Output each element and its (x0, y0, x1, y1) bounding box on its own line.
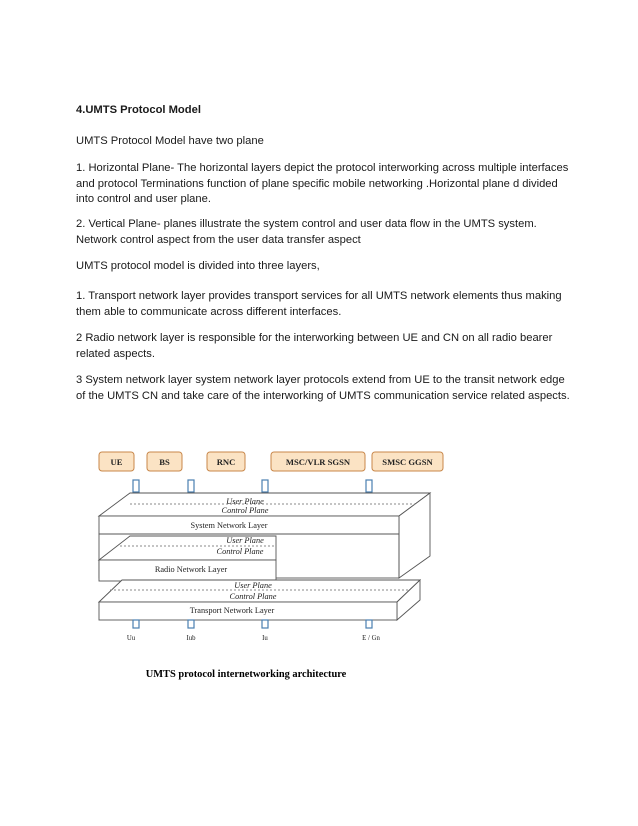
paragraph-system-layer: 3 System network layer system network layer protocols extend from UE to the transit network edge of the UMTS CN and take care of the interworking of UMTS communication service related aspects. (76, 374, 570, 402)
top-interface-tabs (133, 480, 372, 492)
transport-user-plane-label: User Plane (234, 581, 272, 590)
node-bs (147, 452, 182, 471)
interface-label-uu: Uu (126, 635, 136, 642)
radio-layer-label: Radio Network Layer (154, 565, 228, 574)
paragraph-vertical-plane: 2. Vertical Plane- planes illustrate the system control and user data flow in the UMTS system. Network control aspect from the user data transfer aspect (76, 218, 537, 246)
node-smsc-ggsn (372, 452, 443, 471)
node-label: SMSC GGSN (382, 457, 433, 467)
system-user-plane-label: User Plane (226, 497, 264, 506)
radio-user-plane-label: User Plane (226, 536, 264, 545)
layers-intro-text: UMTS protocol model is divided into three layers, (76, 260, 320, 272)
system-control-plane-label: Control Plane (221, 506, 269, 515)
node-rnc (207, 452, 245, 471)
node-label: RNC (216, 457, 236, 467)
interface-label-iu: Iu (262, 635, 268, 642)
node-label: MSC/VLR SGSN (285, 457, 351, 467)
diagram-caption: UMTS protocol internetworking architecture (145, 669, 347, 680)
system-layer-label: System Network Layer (190, 521, 268, 530)
node-msc-vlr-sgsn (271, 452, 365, 471)
section-heading: 4.UMTS Protocol Model (76, 104, 201, 116)
paragraph-horizontal-plane: 1. Horizontal Plane- The horizontal layers depict the protocol interworking across multiple interfaces and protocol Terminations function of plane specific mobile networking .Horizontal plane d divided into control and user plane. (76, 162, 569, 205)
transport-control-plane-label: Control Plane (229, 592, 277, 601)
bottom-interface-tabs (133, 620, 372, 628)
node-ue (99, 452, 134, 471)
paragraph-transport-layer: 1. Transport network layer provides transport services for all UMTS network elements thus making them able to communicate across different interfaces. (76, 290, 562, 318)
radio-control-plane-label: Control Plane (216, 547, 264, 556)
node-label: BS (159, 457, 170, 467)
interface-label-e-gn: E / Gn (362, 635, 380, 642)
interface-label-iub: Iub (186, 635, 196, 642)
transport-layer-label: Transport Network Layer (189, 606, 275, 615)
intro-text: UMTS Protocol Model have two plane (76, 135, 264, 147)
node-label: UE (110, 457, 123, 467)
paragraph-radio-layer: 2 Radio network layer is responsible for the interworking between UE and CN on all radio bearer related aspects. (76, 332, 553, 360)
